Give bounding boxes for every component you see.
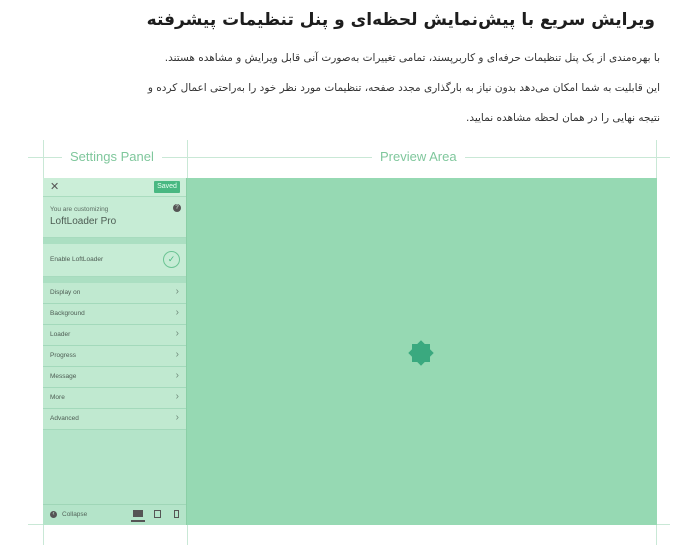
panel-header xyxy=(43,178,186,197)
chevron-right-icon: › xyxy=(175,370,179,381)
menu-item-progress[interactable] xyxy=(43,346,186,367)
settings-panel-label: Settings Panel xyxy=(62,149,162,164)
active-device-underline xyxy=(131,520,145,522)
menu-item-label: More xyxy=(50,394,65,401)
enable-toggle-row[interactable] xyxy=(43,244,186,277)
menu-item-label: Background xyxy=(50,310,85,317)
check-circle-icon[interactable]: ✓ xyxy=(163,251,180,268)
customizing-box xyxy=(43,197,186,238)
mobile-device-icon[interactable] xyxy=(174,510,179,518)
chevron-right-icon: › xyxy=(175,349,179,360)
menu-item-label: Advanced xyxy=(50,415,79,422)
customizing-label: You are customizing xyxy=(50,206,109,213)
menu-item-message[interactable] xyxy=(43,367,186,388)
chevron-right-icon: › xyxy=(175,391,179,402)
menu-item-display-on[interactable] xyxy=(43,283,186,304)
menu-item-advanced[interactable] xyxy=(43,409,186,430)
chevron-right-icon: › xyxy=(175,307,179,318)
menu-item-label: Loader xyxy=(50,331,71,338)
collapse-icon[interactable]: ‹ xyxy=(50,511,57,518)
collapse-button[interactable]: Collapse xyxy=(62,511,88,518)
chevron-right-icon: › xyxy=(175,328,179,339)
enable-label: Enable LoftLoader xyxy=(50,256,104,263)
tablet-device-icon[interactable] xyxy=(154,510,161,518)
help-icon[interactable]: ? xyxy=(173,204,181,212)
menu-item-more[interactable] xyxy=(43,388,186,409)
panel-footer xyxy=(43,504,186,525)
saved-button[interactable]: Saved xyxy=(154,181,180,193)
menu-item-loader[interactable] xyxy=(43,325,186,346)
customizing-title: LoftLoader Pro xyxy=(50,216,117,227)
loader-spinner-icon xyxy=(405,337,437,369)
settings-panel xyxy=(43,178,187,525)
article-paragraph-1: با بهره‌مندی از یک پنل تنظیمات حرفه‌ای و کاربرپسند، تمامی تغییرات به‌صورت آنی قابل ویرایش و مشاهده هستند. xyxy=(164,52,660,64)
preview-stage xyxy=(43,178,657,525)
menu-item-label: Message xyxy=(50,373,77,380)
article-paragraph-2: این قابلیت به شما امکان می‌دهد بدون نیاز به بارگذاری مجدد صفحه، تنظیمات مورد نظر خود را به‌راحتی اعمال کرده و xyxy=(147,82,660,94)
close-icon[interactable]: ✕ xyxy=(50,181,60,193)
desktop-device-icon[interactable] xyxy=(133,510,143,517)
article-paragraph-3: نتیجه نهایی را در همان لحظه مشاهده نمایید. xyxy=(465,112,660,124)
chevron-right-icon: › xyxy=(175,412,179,423)
article-heading: ویرایش سریع با پیش‌نمایش لحظه‌ای و پنل تنظیمات پیشرفته xyxy=(146,10,655,30)
chevron-right-icon: › xyxy=(175,286,179,297)
menu-item-label: Progress xyxy=(50,352,77,359)
preview-area-label: Preview Area xyxy=(372,149,465,164)
menu-item-background[interactable] xyxy=(43,304,186,325)
menu-item-label: Display on xyxy=(50,289,81,296)
